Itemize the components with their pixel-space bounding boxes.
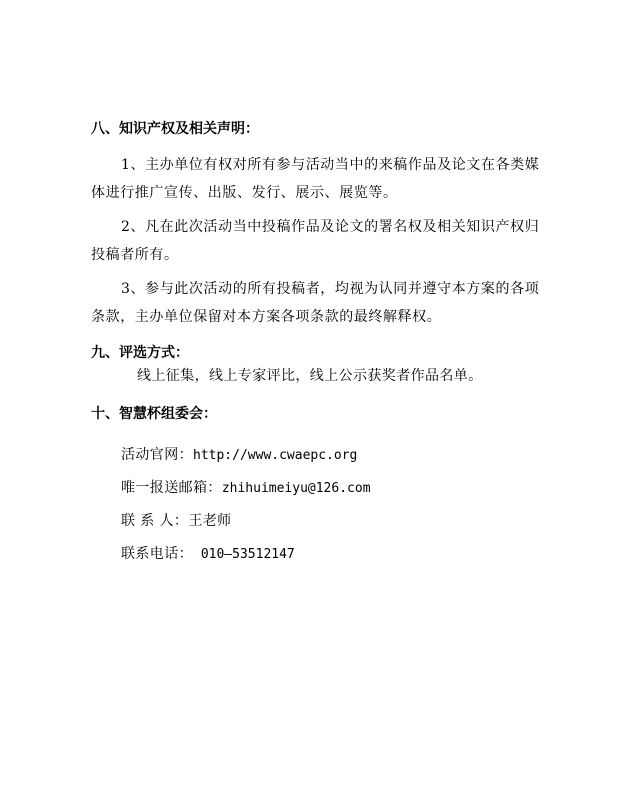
website-label: 活动官网： <box>121 447 193 463</box>
contact-line <box>121 512 232 530</box>
website-link[interactable]: http://www.cwaepc.org <box>193 448 358 463</box>
email-link[interactable]: zhihuimeiyu@126.com <box>221 481 371 496</box>
section-9-text: 线上征集，线上专家评比，线上公示获奖者作品名单。 <box>137 368 483 384</box>
contact-label: 联 系 人： <box>121 513 189 529</box>
section-8-item-2: 2、凡在此次活动当中投稿作品及论文的署名权及相关知识产权归投稿者所有。 <box>91 219 540 263</box>
section-8-item-1: 1、主办单位有权对所有参与活动当中的来稿作品及论文在各类媒体进行推广宣传、出版、发行、展示、展览等。 <box>91 157 540 201</box>
section-8-item-3: 3、参与此次活动的所有投稿者，均视为认同并遵守本方案的各项条款，主办单位保留对本方案各项条款的最终解释权。 <box>91 281 540 325</box>
section-10-heading: 十、智慧杯组委会： <box>91 406 217 422</box>
website-line <box>121 446 357 465</box>
section-9-heading: 九、评选方式： <box>91 345 189 361</box>
email-line <box>121 479 371 498</box>
phone-line <box>121 545 295 564</box>
contact-value: 王老师 <box>188 513 232 529</box>
email-label: 唯一报送邮箱： <box>121 480 222 496</box>
section-8-heading: 八、知识产权及相关声明： <box>91 121 259 137</box>
phone-label: 联系电话： <box>121 546 193 562</box>
phone-value: 010—53512147 <box>193 547 295 562</box>
